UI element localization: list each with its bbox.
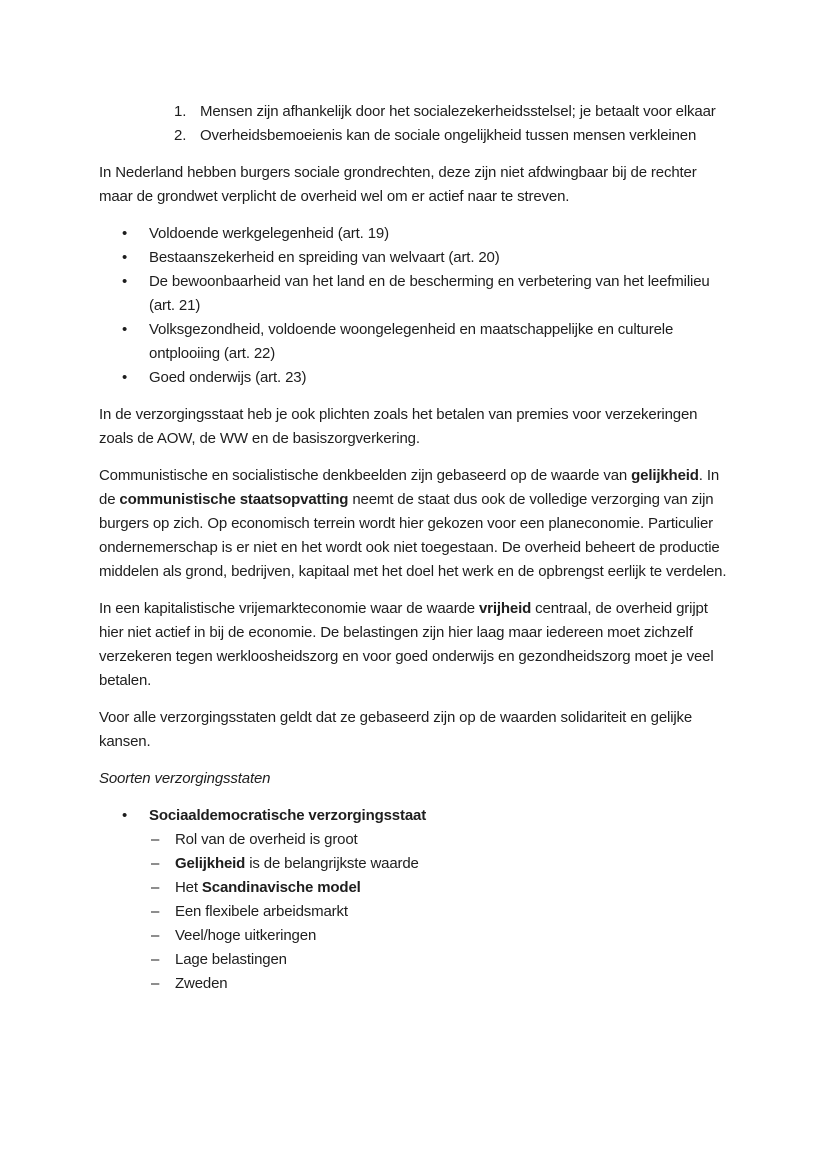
dash-item — [99, 948, 728, 972]
dash-item — [99, 852, 728, 876]
bullet-item — [99, 366, 728, 390]
dash-icon: – — [151, 831, 160, 848]
bullet-icon: • — [122, 225, 128, 242]
dash-icon: – — [151, 903, 160, 920]
dash-icon: – — [151, 951, 160, 968]
dash-item-text: Zweden — [175, 975, 228, 992]
dash-item — [99, 924, 728, 948]
bullet-item — [99, 222, 728, 246]
bullet-item-text: Bestaanszekerheid en spreiding van welvaart (art. 20) — [149, 249, 500, 266]
dash-icon: – — [151, 927, 160, 944]
dash-item-text: Lage belastingen — [175, 951, 287, 968]
dash-item-text: Een flexibele arbeidsmarkt — [175, 903, 348, 920]
paragraph-plichten: In de verzorgingsstaat heb je ook plichten zoals het betalen van premies voor verzekeringen zoals de AOW, de WW en de basiszorgverkering. — [99, 406, 698, 447]
dash-sub-list — [99, 828, 728, 996]
numbered-list — [99, 100, 728, 148]
bullet-item — [99, 246, 728, 270]
numbered-item — [99, 124, 728, 148]
paragraph-communistisch: Communistische en socialistische denkbeelden zijn gebaseerd op de waarde van gelijkheid. In de communistische staatsopvatting neemt de staat dus ook de volledige verzorging van zijn burgers op zich. Op economisch terrein wordt hier gekozen voor een planeconomie. Particulier ondernemerschap is er niet en het wordt ook niet toegestaan. De overheid beheert de productie middelen als grond, bedrijven, kapitaal met het doel het werk en de opbrengst eerlijk te verdelen. — [99, 467, 727, 580]
bullet-item — [99, 318, 728, 366]
bullet-item-type-title — [99, 804, 728, 828]
bullet-list-grondrechten — [99, 222, 728, 390]
type-title: Sociaaldemocratische verzorgingsstaat — [149, 807, 427, 824]
types-list — [99, 804, 728, 996]
dash-icon: – — [151, 855, 160, 872]
dash-icon: – — [151, 879, 160, 896]
bullet-icon: • — [122, 369, 128, 386]
list-number: 1. — [174, 103, 187, 120]
dash-item — [99, 900, 728, 924]
dash-item — [99, 972, 728, 996]
bullet-icon: • — [122, 273, 128, 290]
numbered-item — [99, 100, 728, 124]
bullet-icon: • — [122, 807, 128, 824]
dash-item-text: Gelijkheid is de belangrijkste waarde — [175, 855, 419, 872]
bullet-icon: • — [122, 249, 128, 266]
dash-icon: – — [151, 975, 160, 992]
bullet-item-text: Voldoende werkgelegenheid (art. 19) — [149, 225, 389, 242]
paragraph-grondrechten: In Nederland hebben burgers sociale grondrechten, deze zijn niet afdwingbaar bij de rechter maar de grondwet verplicht de overheid wel om er actief naar te streven. — [99, 164, 697, 205]
bullet-item-text: Goed onderwijs (art. 23) — [149, 369, 307, 386]
numbered-item-text: Overheidsbemoeienis kan de sociale ongelijkheid tussen mensen verkleinen — [200, 127, 697, 144]
dash-item — [99, 828, 728, 852]
bullet-item-text: De bewoonbaarheid van het land en de bescherming en verbetering van het leefmilieu (art. 21) — [149, 273, 710, 314]
bullet-item-text: Volksgezondheid, voldoende woongelegenheid en maatschappelijke en culturele ontplooiing (art. 22) — [149, 321, 674, 362]
dash-item — [99, 876, 728, 900]
paragraph-kapitalistisch: In een kapitalistische vrijemarkteconomie waar de waarde vrijheid centraal, de overheid grijpt hier niet actief in bij de economie. De belastingen zijn hier laag maar iedereen moet zichzelf verzekeren tegen werkloosheidszorg en voor goed onderwijs en gezondheidszorg moet je veel betalen. — [99, 600, 714, 689]
dash-item-text: Veel/hoge uitkeringen — [175, 927, 317, 944]
dash-item-text: Rol van de overheid is groot — [175, 831, 358, 848]
dash-item-text: Het Scandinavische model — [175, 879, 361, 896]
section-heading: Soorten verzorgingsstaten — [99, 770, 271, 787]
bullet-icon: • — [122, 321, 128, 338]
numbered-item-text: Mensen zijn afhankelijk door het socialezekerheidsstelsel; je betaalt voor elkaar — [200, 103, 716, 120]
bullet-item — [99, 270, 728, 318]
paragraph-solidariteit: Voor alle verzorgingsstaten geldt dat ze gebaseerd zijn op de waarden solidariteit en gelijke kansen. — [99, 709, 693, 750]
list-number: 2. — [174, 127, 187, 144]
